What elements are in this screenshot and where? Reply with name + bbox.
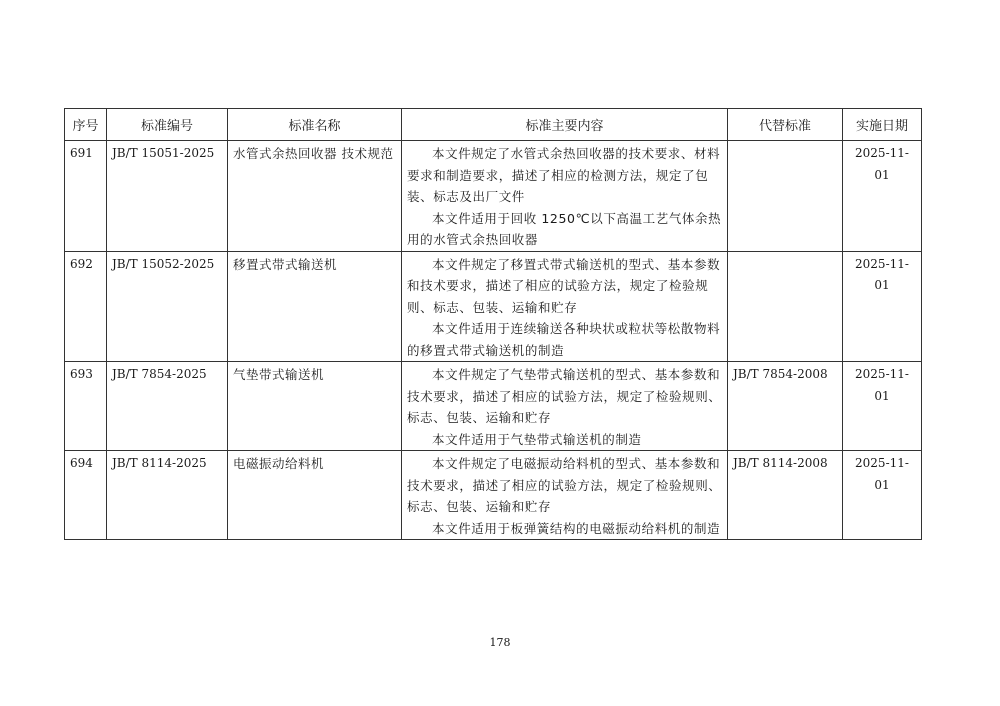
cell-replaces: [728, 141, 843, 252]
table-header-row: [65, 109, 922, 141]
header-replaces: 代替标准: [728, 109, 843, 141]
content-paragraph: 本文件规定了气垫带式输送机的型式、基本参数和技术要求，描述了相应的试验方法，规定了检验规则、标志、包装、运输和贮存: [407, 367, 722, 425]
cell-content: [402, 451, 728, 540]
content-paragraph: 本文件适用于板弹簧结构的电磁振动给料机的制造: [432, 520, 721, 536]
cell-code: JB/T 15051-2025: [107, 141, 228, 252]
header-name: 标准名称: [228, 109, 402, 141]
cell-content: [402, 141, 728, 252]
cell-seq: 692: [65, 251, 107, 362]
cell-content: [402, 251, 728, 362]
content-paragraph: 本文件规定了移置式带式输送机的型式、基本参数和技术要求，描述了相应的试验方法，规定了检验规则、标志、包装、运输和贮存: [407, 256, 721, 315]
cell-date: 2025-11-01: [843, 451, 922, 540]
cell-content: [402, 362, 728, 451]
cell-date: 2025-11-01: [843, 251, 922, 362]
table-row: [65, 251, 922, 362]
cell-name: 移置式带式输送机: [228, 251, 402, 362]
cell-name: 电磁振动给料机: [228, 451, 402, 540]
cell-replaces: [728, 251, 843, 362]
header-content: 标准主要内容: [402, 109, 728, 141]
content-paragraph: 本文件适用于连续输送各种块状或粒状等松散物料的移置式带式输送机的制造: [407, 321, 721, 358]
cell-seq: 694: [65, 451, 107, 540]
cell-date: 2025-11-01: [843, 141, 922, 252]
page-number: 178: [489, 636, 511, 649]
cell-replaces: JB/T 7854-2008: [728, 362, 843, 451]
cell-code: JB/T 8114-2025: [107, 451, 228, 540]
cell-replaces: JB/T 8114-2008: [728, 451, 843, 540]
cell-date: 2025-11-01: [843, 362, 922, 451]
cell-name: 气垫带式输送机: [228, 362, 402, 451]
cell-seq: 691: [65, 141, 107, 252]
standards-table: [64, 108, 922, 540]
content-paragraph: 本文件适用于气垫带式输送机的制造: [432, 431, 642, 447]
cell-code: JB/T 15052-2025: [107, 251, 228, 362]
content-paragraph: 本文件规定了电磁振动给料机的型式、基本参数和技术要求，描述了相应的试验方法，规定了检验规则、标志、包装、运输和贮存: [407, 456, 722, 514]
table-row: [65, 362, 922, 451]
content-paragraph: 本文件适用于回收 1250℃以下高温工艺气体余热用的水管式余热回收器: [407, 210, 722, 247]
cell-name: 水管式余热回收器 技术规范: [228, 141, 402, 252]
cell-seq: 693: [65, 362, 107, 451]
table-row: [65, 141, 922, 252]
header-seq: 序号: [65, 109, 107, 141]
content-paragraph: 本文件规定了水管式余热回收器的技术要求、材料要求和制造要求，描述了相应的检测方法，规定了包装、标志及出厂文件: [407, 146, 721, 204]
header-date: 实施日期: [843, 109, 922, 141]
cell-code: JB/T 7854-2025: [107, 362, 228, 451]
header-code: 标准编号: [107, 109, 228, 141]
table-row: [65, 451, 922, 540]
